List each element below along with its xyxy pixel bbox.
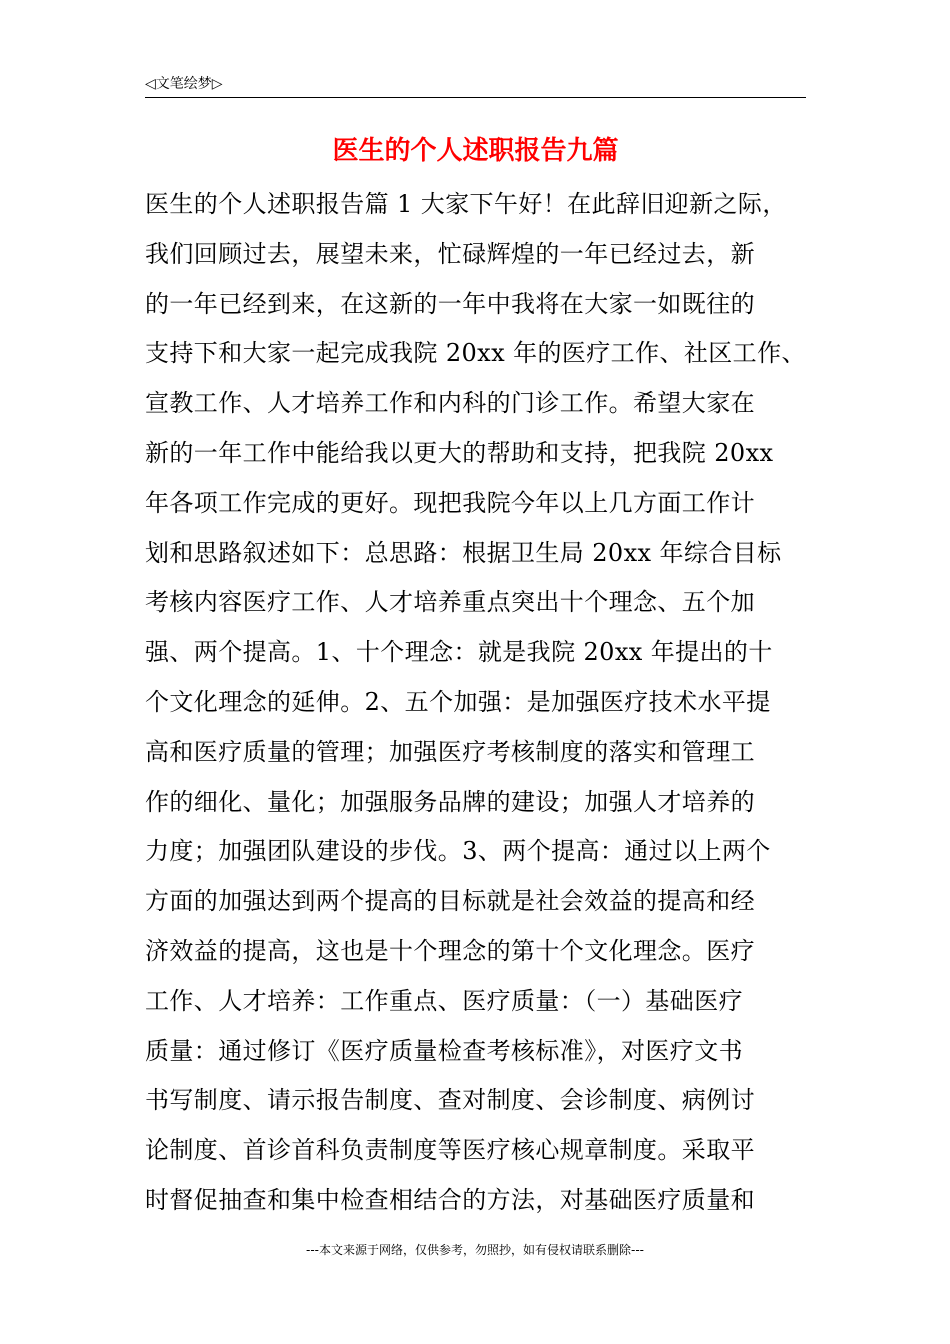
- body-line: 工作、人才培养：工作重点、医疗质量：（一）基础医疗: [145, 986, 743, 1015]
- body-line: 支持下和大家一起完成我院 20xx 年的医疗工作、社区工作、: [145, 339, 806, 368]
- header-divider: [145, 97, 806, 98]
- body-line: 力度；加强团队建设的步伐。3、两个提高：通过以上两个: [145, 837, 771, 866]
- body-line: 宣教工作、人才培养工作和内科的门诊工作。希望大家在: [145, 389, 755, 418]
- body-line: 方面的加强达到两个提高的目标就是社会效益的提高和经: [145, 887, 755, 916]
- body-line: 我们回顾过去，展望未来，忙碌辉煌的一年已经过去，新: [145, 239, 755, 268]
- body-line: 个文化理念的延伸。2、五个加强：是加强医疗技术水平提: [145, 687, 771, 716]
- body-line: 新的一年工作中能给我以更大的帮助和支持，把我院 20xx: [145, 438, 774, 467]
- body-line: 济效益的提高，这也是十个理念的第十个文化理念。医疗: [145, 936, 755, 965]
- footer-disclaimer: ---本文来源于网络，仅供参考，勿照抄，如有侵权请联系删除---: [306, 1243, 644, 1257]
- body-line: 的一年已经到来，在这新的一年中我将在大家一如既往的: [145, 289, 755, 318]
- body-line: 质量：通过修订《医疗质量检查考核标准》，对医疗文书: [145, 1036, 743, 1065]
- body-line: 年各项工作完成的更好。现把我院今年以上几方面工作计: [145, 488, 755, 517]
- document-title: 医生的个人述职报告九篇: [332, 136, 619, 166]
- header-label: ◁文笔绘梦▷: [145, 76, 223, 92]
- body-line: 强、两个提高。1、十个理念：就是我院 20xx 年提出的十: [145, 638, 773, 667]
- body-line: 作的细化、量化；加强服务品牌的建设；加强人才培养的: [145, 787, 755, 816]
- body-line: 书写制度、请示报告制度、查对制度、会诊制度、病例讨: [145, 1086, 755, 1115]
- body-line: 论制度、首诊首科负责制度等医疗核心规章制度。采取平: [145, 1136, 755, 1165]
- document-body: [145, 180, 820, 1226]
- body-line: 时督促抽查和集中检查相结合的方法，对基础医疗质量和: [145, 1185, 755, 1214]
- body-line: 高和医疗质量的管理；加强医疗考核制度的落实和管理工: [145, 737, 755, 766]
- body-line: 医生的个人述职报告篇 1 大家下午好！在此辞旧迎新之际，: [145, 190, 787, 218]
- body-line: 考核内容医疗工作、人才培养重点突出十个理念、五个加: [145, 588, 755, 617]
- body-line: 划和思路叙述如下：总思路：根据卫生局 20xx 年综合目标: [145, 538, 782, 567]
